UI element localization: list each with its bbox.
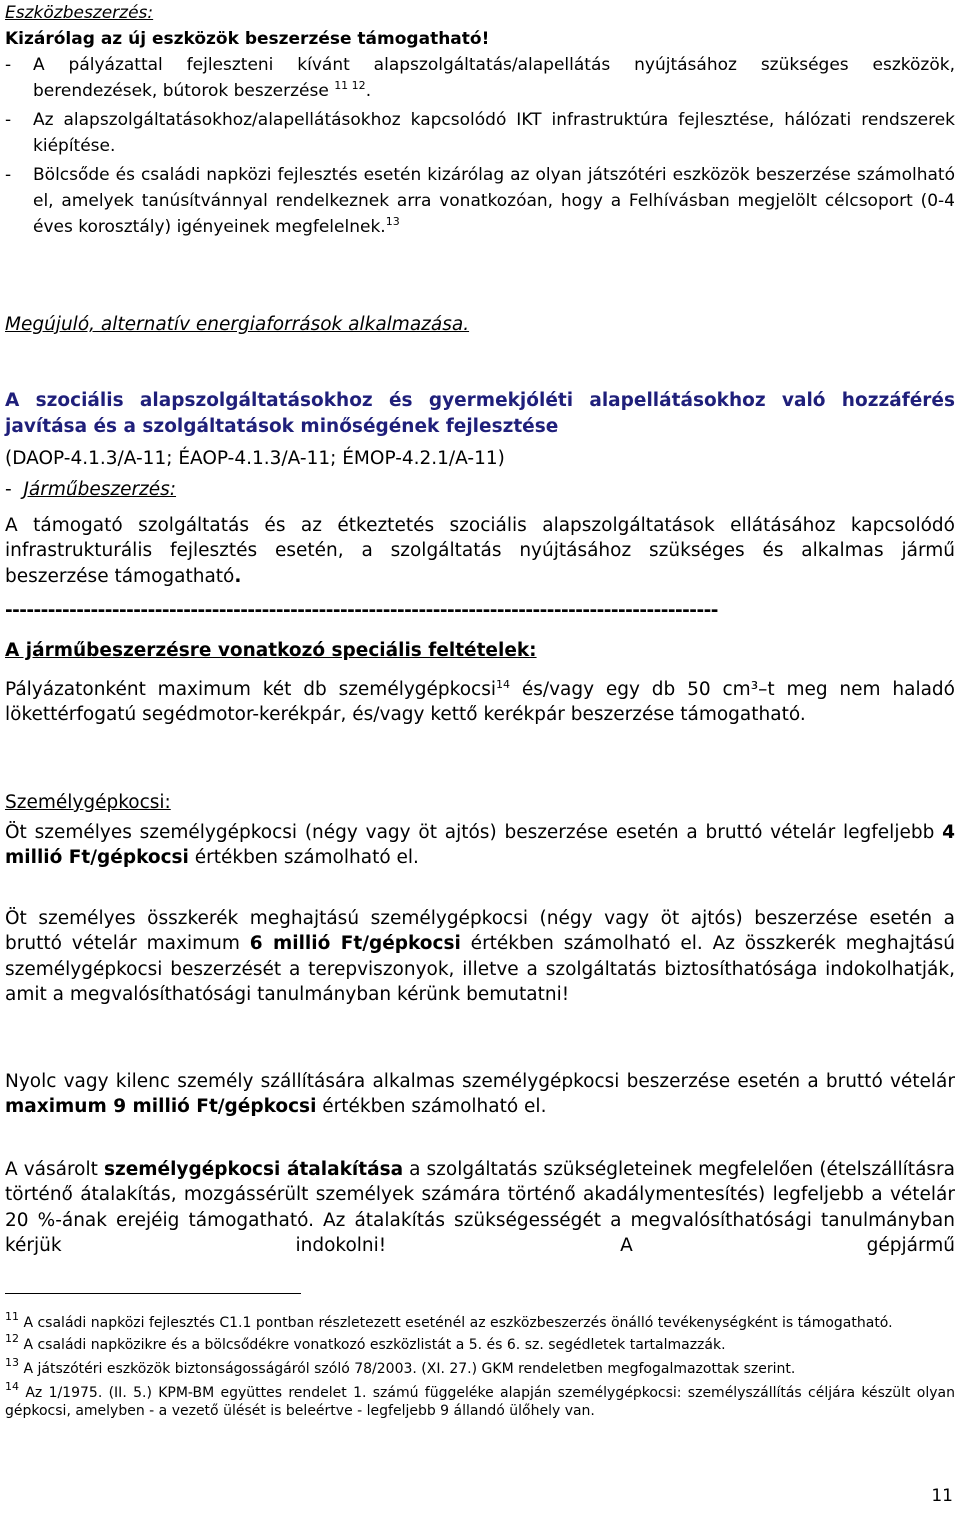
szgk-paragraph-3: Nyolc vagy kilenc személy szállítására alkalmas személygépkocsi beszerzése esetén a bruttó vételár maximum 9 millió Ft/gépkocsi értékben számolható el.: [5, 1071, 955, 1118]
eszkoz-item-1-text: A pályázattal fejleszteni kívánt alapszolgáltatás/alapellátás nyújtásához szükséges eszközök, berendezések, bútorok beszerzése: [33, 55, 955, 101]
eszkoz-section: [5, 0, 955, 240]
eszkoz-bold-line: Kizárólag az új eszközök beszerzése támogatható!: [5, 29, 490, 49]
jarmu-label: Járműbeszerzés:: [23, 479, 177, 500]
szgk-paragraph-4: A vásárolt személygépkocsi átalakítása a szolgáltatás szükségleteinek megfelelően (ételszállításra történő átalakítás, mozgássérült személyek számára történő akadálymentesítés) legfeljebb a vételár 20 %-ának erejéig támogatható. Az átalakítás szükségességét a megvalósíthatósági tanulmányban kérjük indokolni! A gépjármű: [5, 1159, 955, 1257]
footnote-11: $^{11}$ A családi napközi fejlesztés C1.1 pontban részletezett esetén​él az eszközbeszerzés önálló tevékenységként is támogatható.: [5, 1310, 893, 1331]
page-number: 11: [931, 1486, 953, 1506]
eszkoz-item-2-text: Az alapszolgáltatásokhoz/alapellátásokhoz kapcsolódó IKT infrastruktúra fejlesztése, hálózati rendszerek kiépítése.: [33, 110, 955, 156]
dashed-separator: ----------------------------------------------------------------------------------------------------: [5, 600, 718, 621]
footnote-12: $^{12}$ A családi napközikre és a bölcsődékre vonatkozó eszközlistát a 5. és 6. sz. segédletek tartalmazzák.: [5, 1332, 726, 1353]
szemelygepkocsi-heading: Személygépkocsi:: [5, 792, 171, 813]
eszkoz-item-3: [5, 162, 955, 240]
jarmu-line: [5, 477, 955, 503]
szocialis-paragraph: A támogató szolgáltatás és az étkeztetés szociális alapszolgáltatások ellátásához kapcsolódó infrastrukturális fejlesztés esetén, a szolgáltatás nyújtásához szükséges és alkalmas jármű beszerzése támogatható.: [5, 515, 955, 587]
dash-marker: -: [5, 165, 12, 185]
dash-marker: -: [5, 479, 12, 500]
footnotes: [5, 1310, 955, 1420]
footnote-ref: 11 12: [334, 79, 366, 92]
szocialis-code: (DAOP-4.1.3/A-11; ÉAOP-4.1.3/A-11; ÉMOP-4.2.1/A-11): [5, 448, 505, 469]
eszkoz-item-2: [5, 107, 955, 159]
szocialis-title: A szociális alapszolgáltatásokhoz és gyermekjóléti alapellátásokhoz való hozzáférés javítása és a szolgáltatások minőségének fejlesztése: [5, 390, 955, 437]
megujulo-heading: Megújuló, alternatív energiaforrások alkalmazása.: [5, 314, 470, 335]
footnote-13: $^{13}$ A játszótéri eszközök biztonságosságáról szóló 78/2003. (XI. 27.) GKM rendeletben megfogalmazottak szerint.: [5, 1356, 796, 1377]
footnote-rule: [5, 1293, 301, 1294]
eszkoz-item-1: - A pályázattal fejleszteni kívánt alapszolgáltatás/alapellátás nyújtásához szükséges eszközök, berendezések, bútorok beszerzése $^{11 12}$.: [5, 52, 955, 104]
dash-marker: -: [5, 55, 12, 75]
eszkoz-heading: Eszközbeszerzés:: [5, 3, 154, 23]
specialis-heading: A járműbeszerzésre vonatkozó speciális feltételek:: [5, 640, 537, 661]
dash-marker: -: [5, 110, 12, 130]
footnote-ref: 14: [496, 678, 510, 691]
szgk-paragraph-2: Öt személyes összkerék meghajtású személygépkocsi (négy vagy öt ajtós) beszerzése esetén a bruttó vételár maximum 6 millió Ft/gépkocsi értékben számolható el. Az összkerék meghajtású személygépkocsi beszerzését a terepviszonyok, illetve a szolgáltatás biztosíthatósága indokolhatják, amit a megvalósíthatósági tanulmányban kérünk bemutatni!: [5, 908, 955, 1006]
specialis-paragraph: Pályázatonként maximum két db személygépkocsi$^{14}$ és/vagy egy db 50 cm³–t meg nem haladó lökettérfogatú segédmotor-kerékpár, és/vagy kettő kerékpár beszerzése támogatható.: [5, 678, 955, 726]
szgk-paragraph-1: Öt személyes személygépkocsi (négy vagy öt ajtós) beszerzése esetén a bruttó vételár legfeljebb 4 millió Ft/gépkocsi értékben számolható el.: [5, 822, 955, 869]
footnote-ref: 13: [385, 215, 400, 228]
footnote-14: $^{14}$ Az 1/1975. (II. 5.) KPM-BM együttes rendelet 1. számú függeléke alapján személygépkocsi: személyszállítás céljára készült olyan gépkocsi, amelyben - a vezető ülését is beleértve - legfeljebb 9 állandó ülőhely van.: [5, 1380, 955, 1419]
eszkoz-item-3-text: Bölcsőde és családi napközi fejlesztés esetén kizárólag az olyan játszótéri eszközök beszerzése számolható el, amelyek tanúsítvánnyal rendelkeznek arra vonatkozóan, hogy a Felhívásban megjelölt célcsoport (0-4 éves korosztály) igényeinek megfelelnek.: [33, 165, 955, 237]
